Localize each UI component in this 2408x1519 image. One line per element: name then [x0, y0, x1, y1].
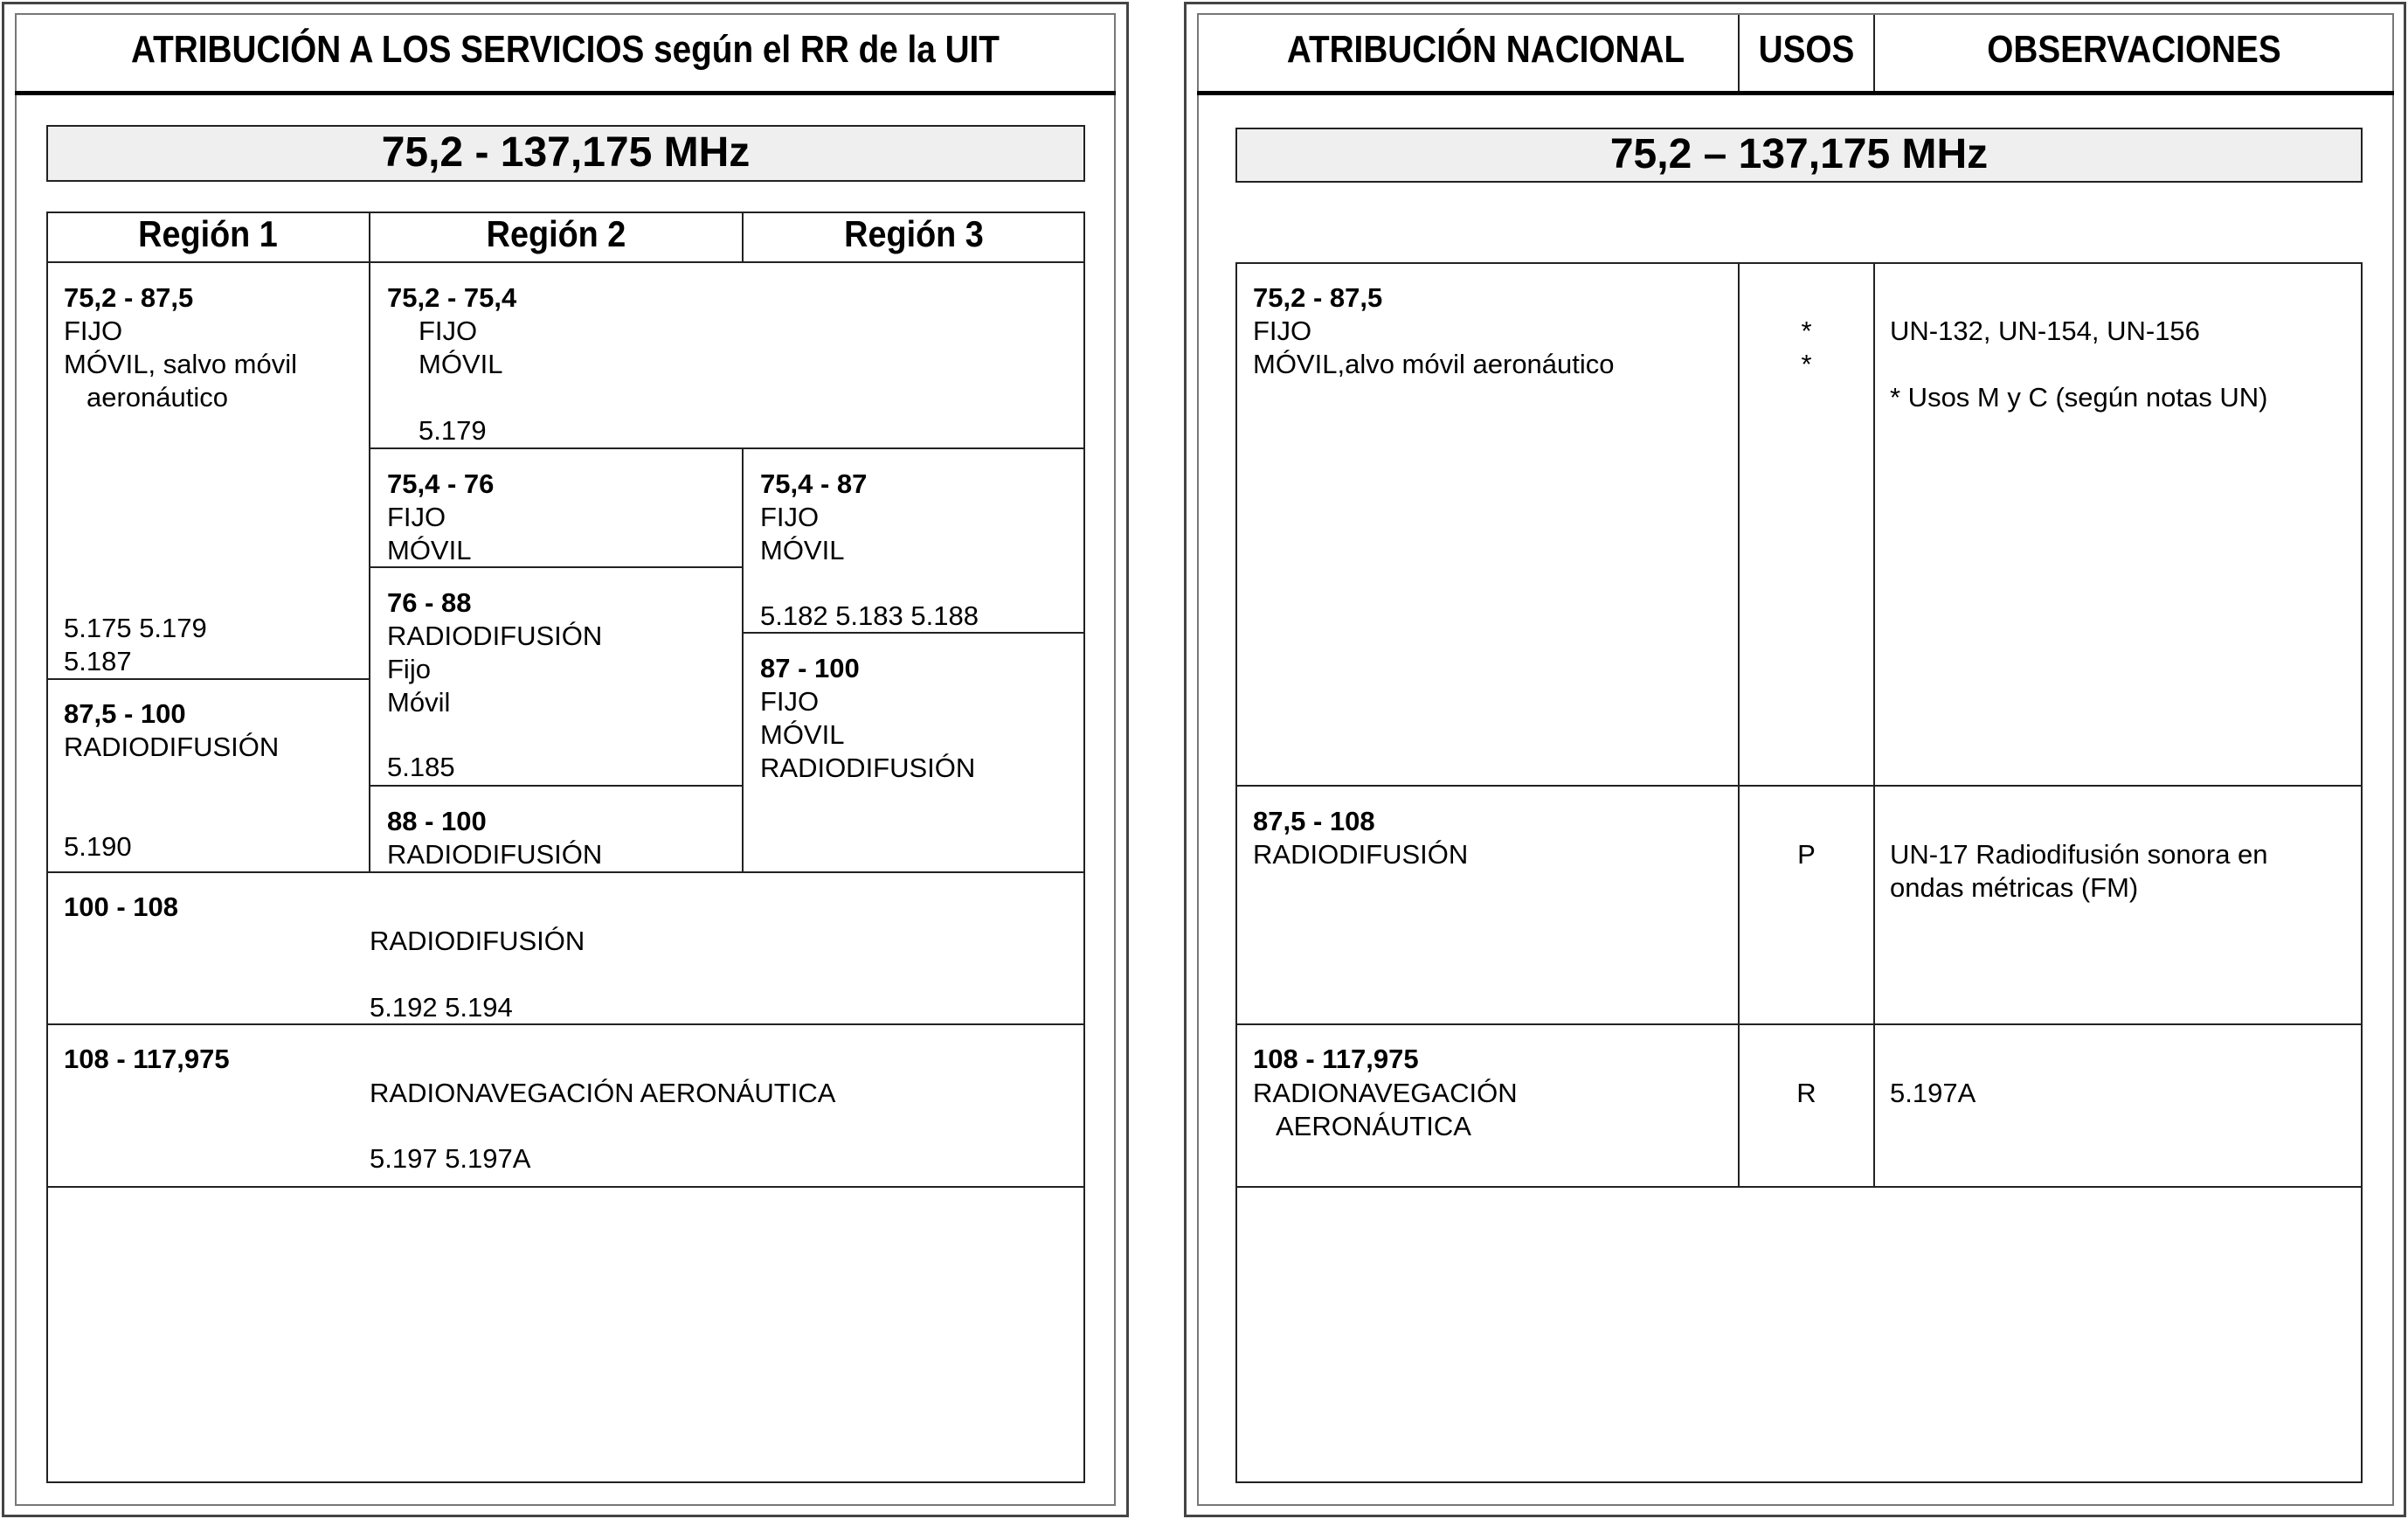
r1a-range: 75,2 - 87,5 — [64, 282, 194, 313]
left-band-title: 75,2 - 137,175 MHz — [381, 129, 751, 176]
r3a-service-1: FIJO — [760, 502, 820, 532]
grid-line — [742, 447, 744, 871]
r2a-service-1: FIJO — [419, 316, 478, 346]
all1-range: 100 - 108 — [64, 891, 178, 922]
nat-row3-service-2: AERONÁUTICA — [1276, 1111, 1471, 1141]
r3a-footnotes: 5.182 5.183 5.188 — [760, 600, 979, 631]
r1b-range: 87,5 - 100 — [64, 698, 186, 729]
grid-line — [1235, 1186, 2363, 1188]
r2c-service-1: RADIODIFUSIÓN — [387, 621, 603, 651]
r1a-footnotes-2: 5.187 — [64, 646, 132, 676]
nat-row3-obs: 5.197A — [1890, 1078, 1976, 1108]
nat-row3-service-1: RADIONAVEGACIÓN — [1253, 1078, 1518, 1108]
r1a-service-2b: aeronáutico — [86, 382, 229, 413]
r2c-range: 76 - 88 — [387, 587, 472, 618]
r1a-footnotes: 5.175 5.179 — [64, 613, 207, 643]
r3b-range: 87 - 100 — [760, 653, 860, 683]
r2b-service-1: FIJO — [387, 502, 446, 532]
r2c-service-2: Fijo — [387, 654, 431, 684]
grid-line — [369, 785, 743, 787]
r3b-service-3: RADIODIFUSIÓN — [760, 753, 976, 783]
all2-service: RADIONAVEGACIÓN AERONÁUTICA — [370, 1078, 836, 1108]
header-divider — [1738, 15, 1740, 92]
r2b-service-2: MÓVIL — [387, 535, 472, 565]
nat-row2-range: 87,5 - 108 — [1253, 806, 1375, 836]
grid-line — [1738, 262, 1740, 1186]
left-header-rule — [15, 91, 1116, 95]
grid-line — [742, 212, 744, 261]
nat-row3-range: 108 - 117,975 — [1253, 1044, 1419, 1074]
nat-row2-obs-1: UN-17 Radiodifusión sonora en — [1890, 839, 2268, 870]
grid-line — [46, 261, 1085, 263]
nat-row2-service: RADIODIFUSIÓN — [1253, 839, 1469, 870]
r2c-service-3: Móvil — [387, 687, 451, 718]
r2a-range: 75,2 - 75,4 — [387, 282, 517, 313]
r2c-footnotes: 5.185 — [387, 752, 455, 782]
r3a-range: 75,4 - 87 — [760, 468, 868, 499]
region-2-header: Región 2 — [486, 213, 626, 254]
r3b-service-1: FIJO — [760, 686, 820, 717]
grid-line — [369, 447, 1085, 449]
nat-row1-service-1: FIJO — [1253, 316, 1312, 346]
r2b-range: 75,4 - 76 — [387, 468, 495, 499]
grid-line — [46, 678, 370, 680]
all1-service: RADIODIFUSIÓN — [370, 926, 585, 956]
nat-row1-service-2: MÓVIL,alvo móvil aeronáutico — [1253, 349, 1615, 379]
nat-row1-range: 75,2 - 87,5 — [1253, 282, 1383, 313]
region-3-header: Región 3 — [844, 213, 984, 254]
r1b-footnotes: 5.190 — [64, 831, 132, 862]
right-header-rule — [1197, 91, 2394, 95]
r1a-service-2: MÓVIL, salvo móvil — [64, 349, 298, 379]
nat-row2-obs-2: ondas métricas (FM) — [1890, 872, 2139, 903]
all1-footnotes: 5.192 5.194 — [370, 992, 513, 1023]
right-band-title: 75,2 – 137,175 MHz — [1609, 131, 1989, 177]
usos-header: USOS — [1758, 28, 1855, 71]
left-header: ATRIBUCIÓN A LOS SERVICIOS según el RR de la UIT — [131, 28, 1000, 71]
national-allocation-table — [1235, 262, 2363, 1483]
r2a-service-2: MÓVIL — [419, 349, 503, 379]
grid-line — [1235, 785, 2363, 787]
all2-range: 108 - 117,975 — [64, 1044, 230, 1074]
grid-line — [46, 1023, 1085, 1025]
grid-line — [1235, 1023, 2363, 1025]
national-header: ATRIBUCIÓN NACIONAL — [1286, 28, 1685, 71]
nat-row1-obs-2: * Usos M y C (según notas UN) — [1890, 382, 2268, 413]
grid-line — [1873, 262, 1875, 1186]
r1b-service: RADIODIFUSIÓN — [64, 732, 280, 762]
region-1-header: Región 1 — [138, 213, 278, 254]
r2d-range: 88 - 100 — [387, 806, 487, 836]
nat-row1-obs-1: UN-132, UN-154, UN-156 — [1890, 316, 2200, 346]
nat-row1-uso-2: * — [1801, 349, 1812, 379]
header-divider — [1873, 15, 1875, 92]
grid-line — [46, 871, 1085, 873]
grid-line — [369, 212, 370, 871]
r1a-service-1: FIJO — [64, 316, 123, 346]
all2-footnotes: 5.197 5.197A — [370, 1143, 531, 1174]
nat-row2-uso: P — [1797, 839, 1816, 870]
nat-row1-uso-1: * — [1801, 316, 1812, 346]
nat-row3-uso: R — [1796, 1078, 1816, 1108]
r2d-service: RADIODIFUSIÓN — [387, 839, 603, 870]
grid-line — [46, 1186, 1085, 1188]
r3b-service-2: MÓVIL — [760, 719, 845, 750]
r2a-footnotes: 5.179 — [419, 415, 487, 446]
observaciones-header: OBSERVACIONES — [1987, 28, 2281, 71]
r3a-service-2: MÓVIL — [760, 535, 845, 565]
